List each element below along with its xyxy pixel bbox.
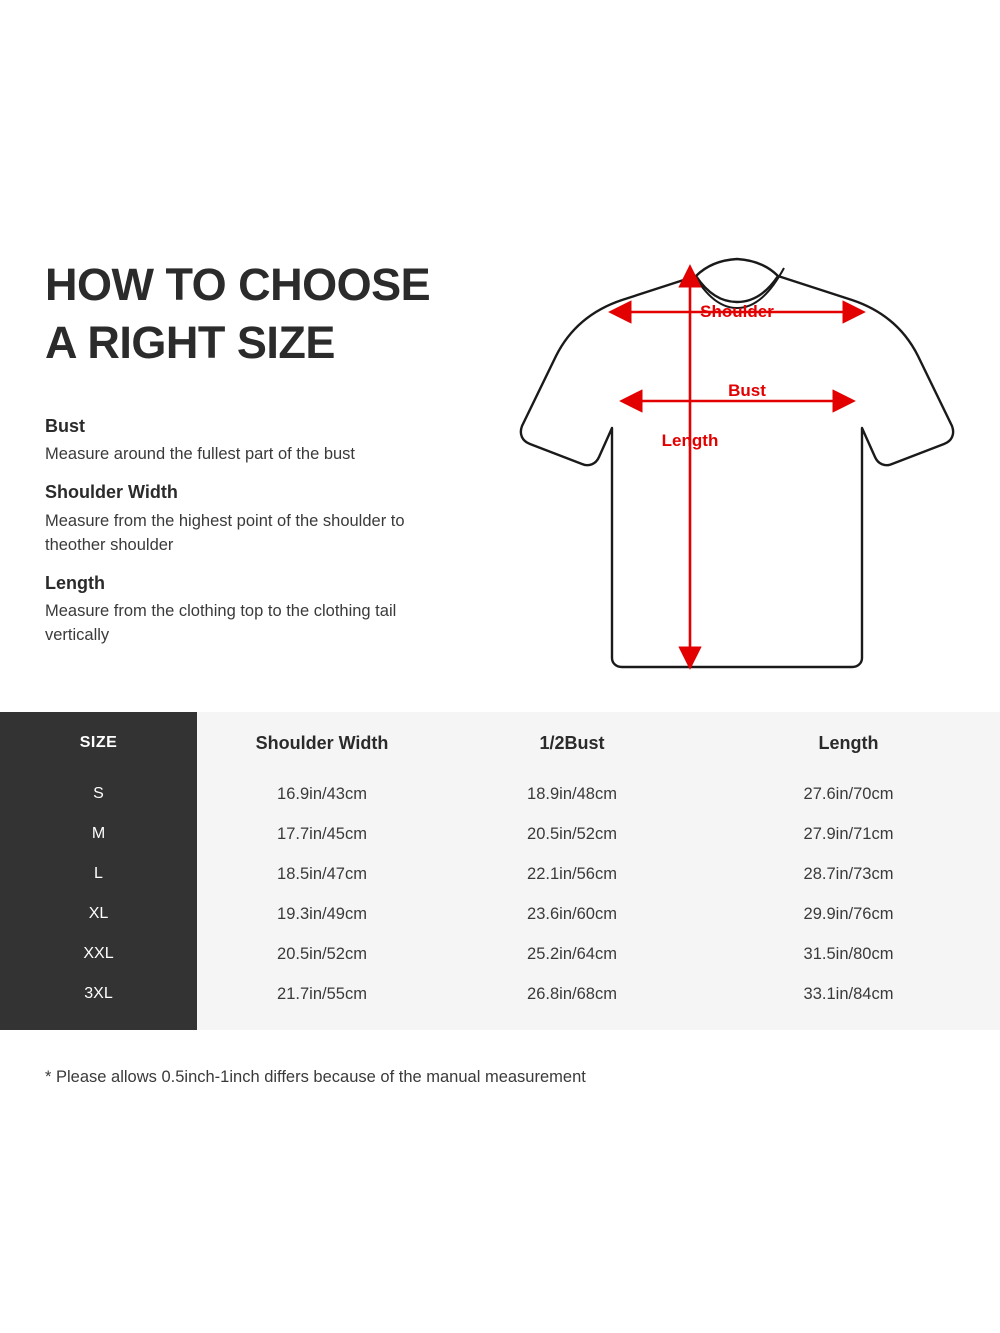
- definition-shoulder-width: [45, 481, 515, 557]
- measurement-footnote: * Please allows 0.5inch-1inch differs because of the manual measurement: [45, 1068, 586, 1086]
- cell-length: 27.6in/70cm: [803, 784, 894, 803]
- cell-shoulder-width: 16.9in/43cm: [277, 784, 367, 803]
- table-row: [0, 814, 1000, 854]
- definition-description: Measure from the clothing top to the clothing tail vertically: [45, 601, 397, 644]
- tshirt-measurement-diagram: [500, 238, 970, 690]
- cell-half-bust: 25.2in/64cm: [527, 944, 617, 963]
- column-header-length: Length: [818, 732, 879, 753]
- measurement-definitions: [45, 415, 515, 662]
- cell-length: 29.9in/76cm: [803, 904, 894, 923]
- definition-description: Measure around the fullest part of the bust: [45, 445, 356, 464]
- column-header-size: SIZE: [79, 734, 118, 751]
- size-chart-table-area: [0, 712, 1000, 1030]
- cell-shoulder-width: 21.7in/55cm: [277, 984, 367, 1003]
- page-title-line-1: HOW TO CHOOSE: [45, 259, 431, 310]
- bust-label: Bust: [728, 381, 766, 400]
- page-title: [45, 256, 505, 371]
- table-row: [0, 934, 1000, 974]
- cell-size: XXL: [83, 945, 114, 962]
- cell-shoulder-width: 17.7in/45cm: [277, 824, 367, 843]
- table-row: [0, 894, 1000, 934]
- cell-half-bust: 20.5in/52cm: [527, 824, 617, 843]
- definition-term: Shoulder Width: [45, 482, 178, 503]
- length-label: Length: [661, 431, 719, 450]
- definition-bust: [45, 415, 515, 467]
- cell-size: L: [94, 865, 103, 882]
- cell-length: 27.9in/71cm: [803, 824, 894, 843]
- column-header-shoulder-width: Shoulder Width: [255, 732, 389, 753]
- cell-shoulder-width: 18.5in/47cm: [277, 864, 367, 883]
- size-chart-table: [0, 712, 1000, 1014]
- cell-length: 33.1in/84cm: [803, 984, 894, 1003]
- cell-shoulder-width: 19.3in/49cm: [277, 904, 367, 923]
- cell-half-bust: 22.1in/56cm: [527, 864, 617, 883]
- cell-shoulder-width: 20.5in/52cm: [277, 944, 367, 963]
- definition-term: Length: [45, 572, 105, 593]
- column-header-half-bust: 1/2Bust: [539, 732, 605, 753]
- cell-half-bust: 18.9in/48cm: [527, 784, 617, 803]
- cell-half-bust: 23.6in/60cm: [527, 904, 617, 923]
- cell-half-bust: 26.8in/68cm: [527, 984, 617, 1003]
- table-row: [0, 974, 1000, 1014]
- definition-description: Measure from the highest point of the shoulder to theother shoulder: [45, 511, 405, 554]
- table-header-row: [0, 712, 1000, 774]
- table-row: [0, 774, 1000, 814]
- table-row: [0, 854, 1000, 894]
- shoulder-label: Shoulder: [700, 302, 774, 321]
- cell-length: 31.5in/80cm: [803, 944, 894, 963]
- cell-size: M: [91, 825, 106, 842]
- cell-length: 28.7in/73cm: [803, 864, 894, 883]
- cell-size: S: [93, 785, 104, 802]
- definition-term: Bust: [45, 416, 85, 436]
- cell-size: XL: [88, 905, 109, 922]
- definition-length: [45, 572, 515, 648]
- cell-size: 3XL: [84, 985, 113, 1002]
- page-title-line-2: A RIGHT SIZE: [45, 316, 335, 368]
